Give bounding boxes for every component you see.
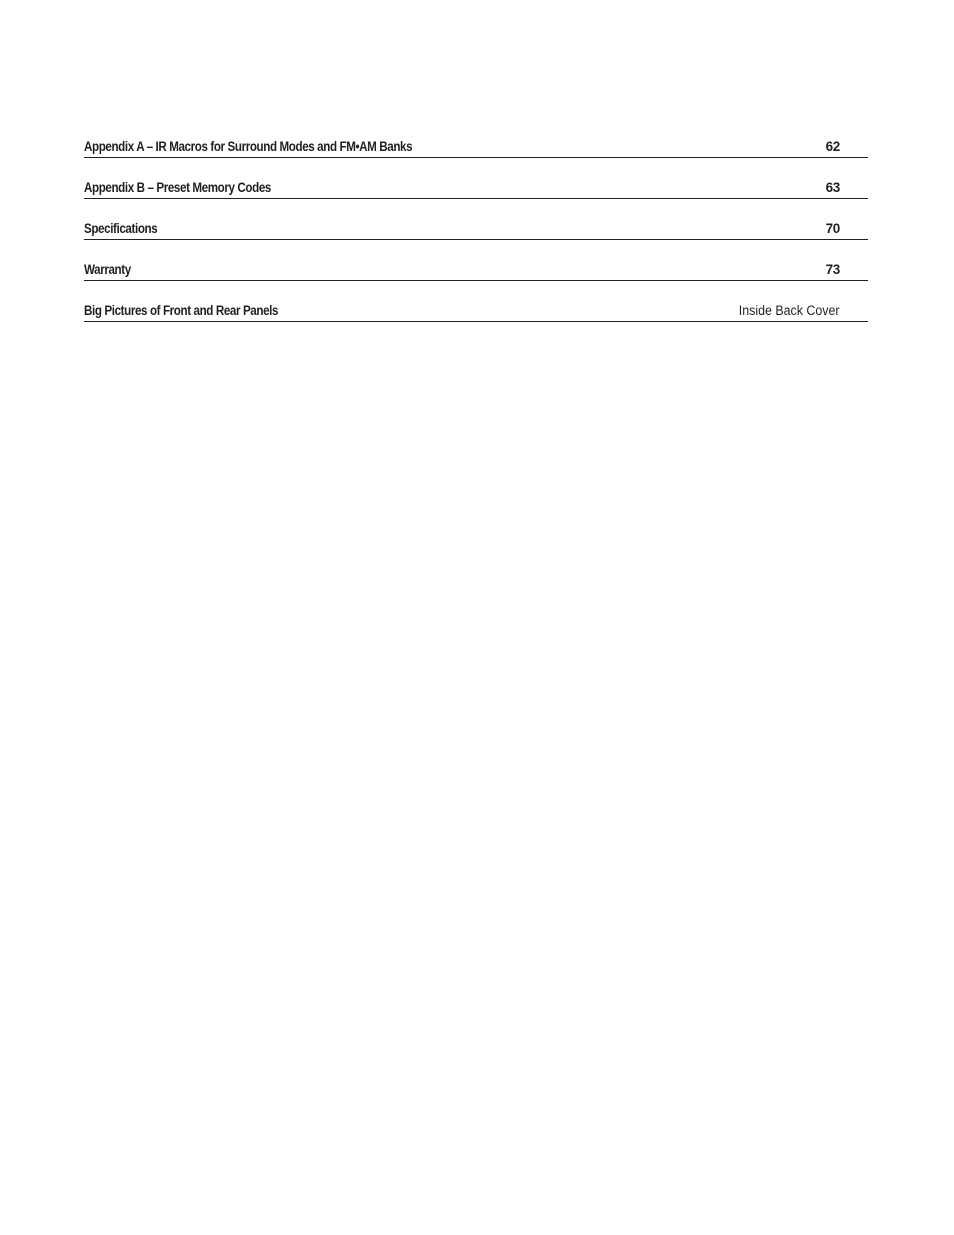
toc-entry-warranty[interactable]	[84, 261, 868, 281]
toc-entry-title: Big Pictures of Front and Rear Panels	[84, 303, 279, 318]
toc-entry-title: Appendix B – Preset Memory Codes	[84, 180, 271, 195]
toc-entry-title: Warranty	[84, 262, 131, 277]
toc-entry-page: 73	[825, 262, 840, 277]
toc-entry-page: 70	[825, 221, 840, 236]
toc-entry-page: 62	[825, 139, 840, 154]
toc-entry-big-pictures[interactable]	[84, 302, 868, 322]
toc-entry-page: 63	[825, 180, 840, 195]
toc-entry-specifications[interactable]	[84, 220, 868, 240]
toc-entry-page: Inside Back Cover	[739, 303, 840, 318]
toc-entry-appendix-a[interactable]	[84, 138, 868, 158]
toc-entry-appendix-b[interactable]	[84, 179, 868, 199]
toc-entry-title: Appendix A – IR Macros for Surround Modes and FM•AM Banks	[84, 139, 413, 154]
toc-entry-title: Specifications	[84, 221, 158, 236]
table-of-contents	[84, 138, 868, 343]
